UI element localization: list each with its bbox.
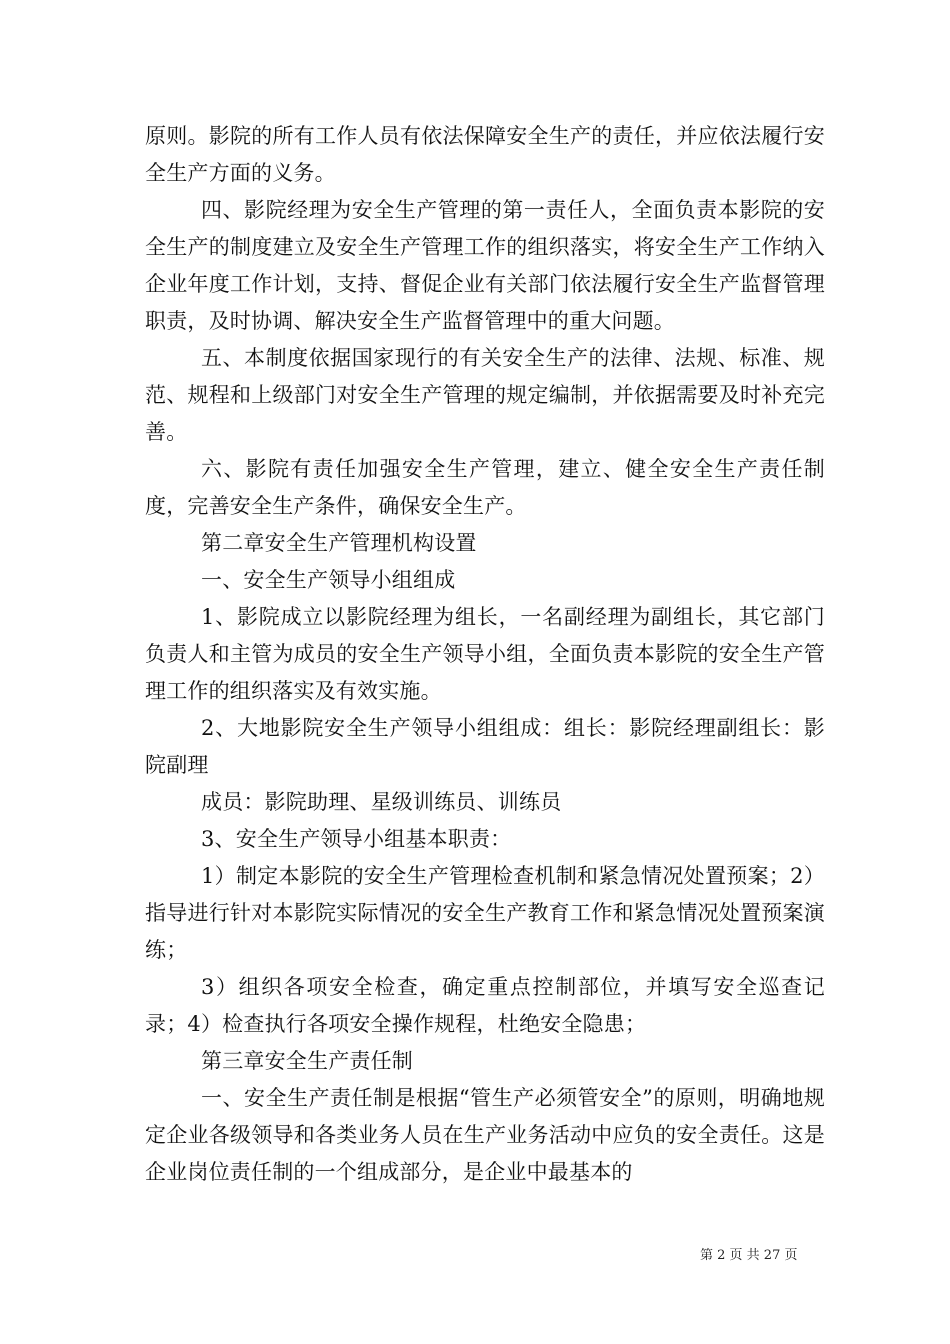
page-number-footer: 第 2 页 共 27 页	[700, 1248, 798, 1263]
paragraph: 成员：影院助理、星级训练员、训练员	[201, 790, 562, 814]
paragraph: 一、安全生产责任制是根据“管生产必须管安全”的原则，明确地规定企业各级领导和各类业务人员在生产业务活动中应负的安全责任。这是企业岗位责任制的一个组成部分，是企业中最基本的	[145, 1086, 825, 1184]
paragraph: 1）制定本影院的安全生产管理检查机制和紧急情况处置预案；2）指导进行针对本影院实际情况的安全生产教育工作和紧急情况处置预案演练；	[145, 864, 825, 962]
paragraph: 3）组织各项安全检查，确定重点控制部位，并填写安全巡查记录；4）检查执行各项安全操作规程，杜绝安全隐患；	[145, 975, 825, 1036]
chapter-heading: 第二章安全生产管理机构设置	[201, 531, 477, 555]
paragraph: 四、影院经理为安全生产管理的第一责任人，全面负责本影院的安全生产的制度建立及安全生产管理工作的组织落实，将安全生产工作纳入企业年度工作计划，支持、督促企业有关部门依法履行安全生产监督管理职责，及时协调、解决安全生产监督管理中的重大问题。	[145, 198, 825, 333]
paragraph: 1、影院成立以影院经理为组长，一名副经理为副组长，其它部门负责人和主管为成员的安全生产领导小组，全面负责本影院的安全生产管理工作的组织落实及有效实施。	[145, 605, 825, 703]
paragraph: 3、安全生产领导小组基本职责：	[201, 827, 512, 851]
paragraph: 五、本制度依据国家现行的有关安全生产的法律、法规、标准、规范、规程和上级部门对安全生产管理的规定编制，并依据需要及时补充完善。	[145, 346, 825, 444]
paragraph: 六、影院有责任加强安全生产管理，建立、健全安全生产责任制度，完善安全生产条件，确保安全生产。	[145, 457, 825, 518]
section-heading: 一、安全生产领导小组组成	[201, 568, 456, 592]
paragraph: 原则。影院的所有工作人员有依法保障安全生产的责任，并应依法履行安全生产方面的义务。	[145, 124, 825, 185]
document-body	[145, 118, 825, 1191]
paragraph: 2、大地影院安全生产领导小组组成：组长：影院经理副组长：影院副理	[145, 716, 825, 777]
chapter-heading: 第三章安全生产责任制	[201, 1049, 413, 1073]
